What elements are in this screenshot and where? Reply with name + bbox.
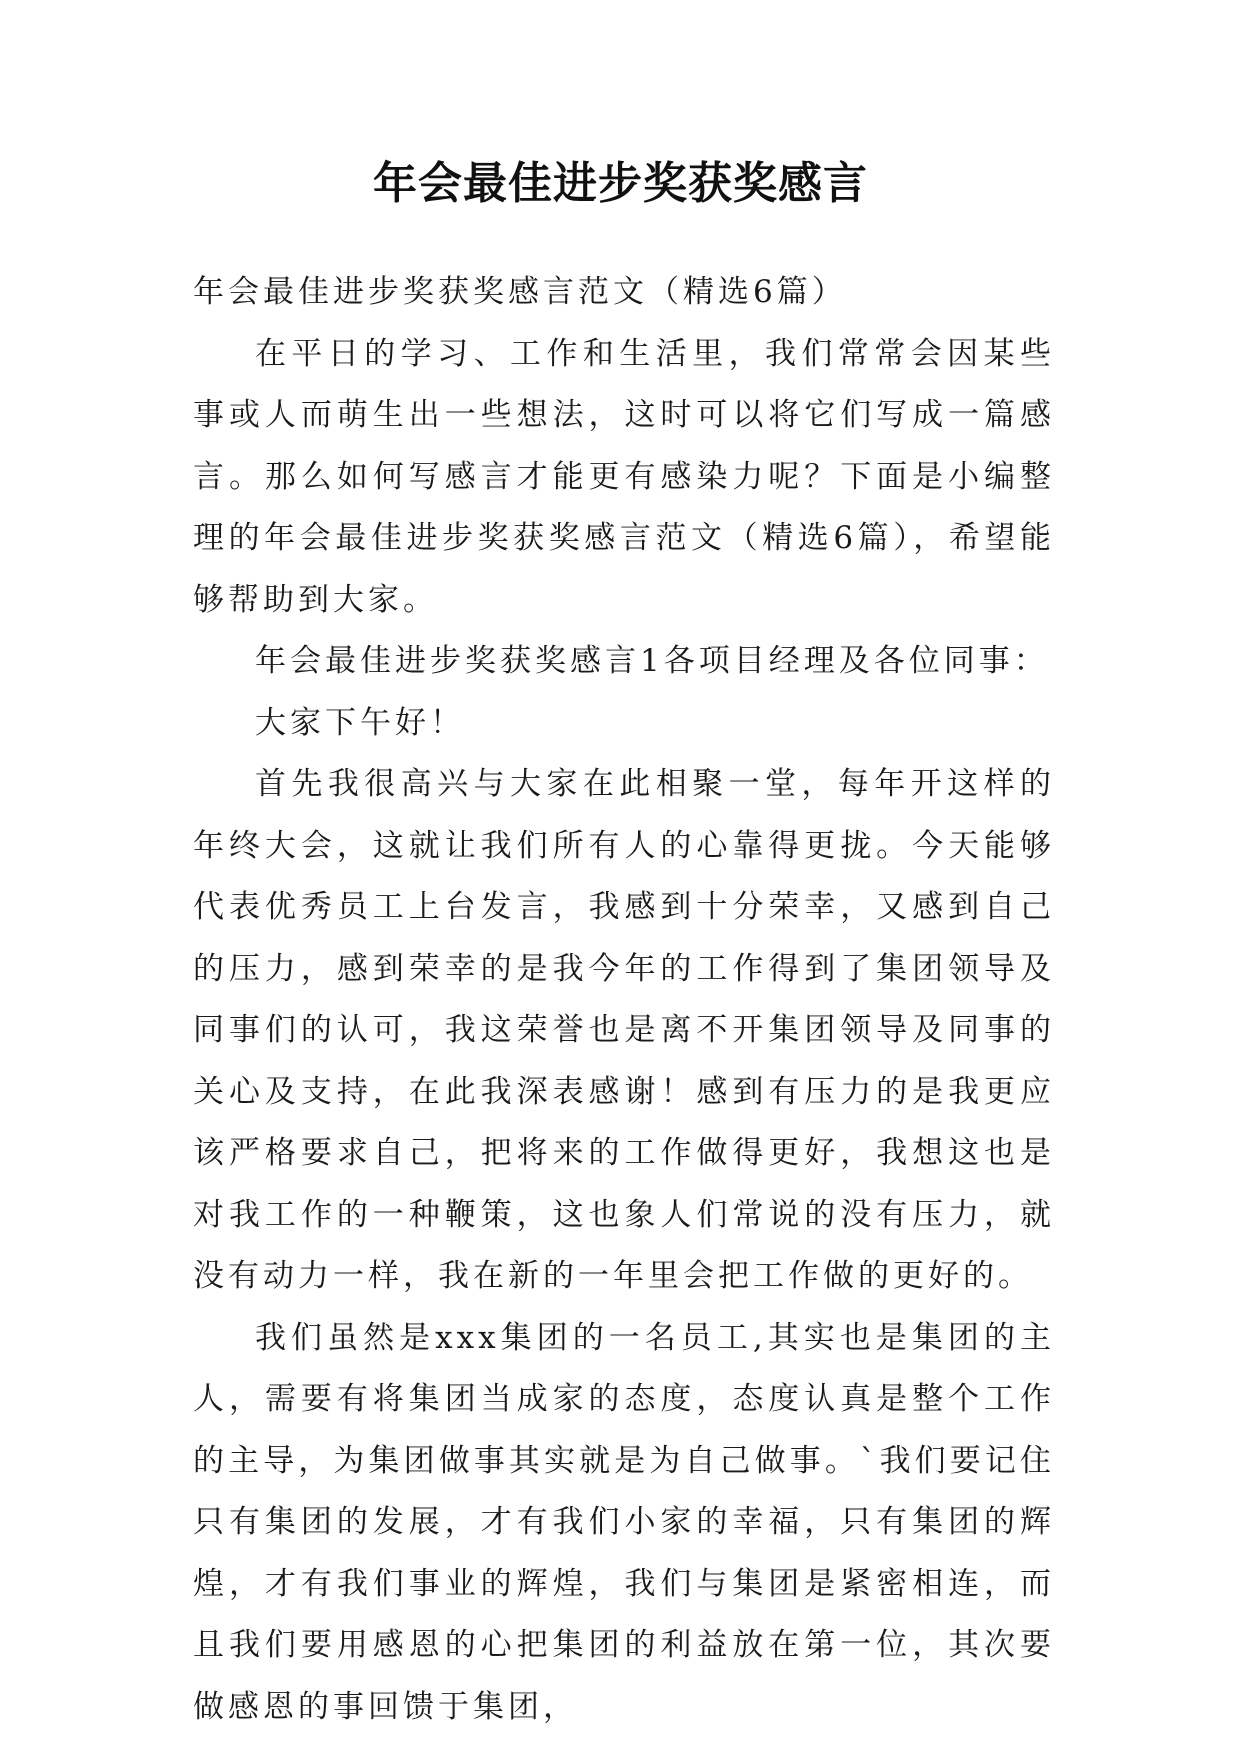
document-title: 年会最佳进步奖获奖感言 <box>373 158 868 209</box>
speech-heading-paragraph: 年会最佳进步奖获奖感言1各项目经理及各位同事： <box>255 643 1049 679</box>
greeting-paragraph: 大家下午好！ <box>255 704 465 741</box>
subtitle-paragraph: 年会最佳进步奖获奖感言范文（精选6篇） <box>193 274 847 310</box>
body-paragraph-1: 首先我很高兴与大家在此相聚一堂，每年开这样的年终大会，这就让我们所有人的心靠得更拢。今天能够代表优秀员工上台发言，我感到十分荣幸，又感到自己的压力，感到荣幸的是我今年的工作得到了集团领导及同事们的认可，我这荣誉也是离不开集团领导及同事的关心及支持，在此我深表感谢！感到有压力的是我更应该严格要求自己，把将来的工作做得更好，我想这也是对我工作的一种鞭策，这也象人们常说的没有压力，就没有动力一样，我在新的一年里会把工作做的更好的。 <box>193 766 1055 1294</box>
intro-paragraph: 在平日的学习、工作和生活里，我们常常会因某些事或人而萌生出一些想法，这时可以将它们写成一篇感言。那么如何写感言才能更有感染力呢？下面是小编整理的年会最佳进步奖获奖感言范文（精选6篇），希望能够帮助到大家。 <box>193 335 1055 618</box>
body-paragraph-2: 我们虽然是xxx集团的一名员工,其实也是集团的主人，需要有将集团当成家的态度，态度认真是整个工作的主导，为集团做事其实就是为自己做事。`我们要记住只有集团的发展，才有我们小家的幸福，只有集团的辉煌，才有我们事业的辉煌，我们与集团是紧密相连，而且我们要用感恩的心把集团的利益放在第一位，其次要做感恩的事回馈于集团， <box>193 1319 1055 1725</box>
document-body <box>193 262 1055 1738</box>
